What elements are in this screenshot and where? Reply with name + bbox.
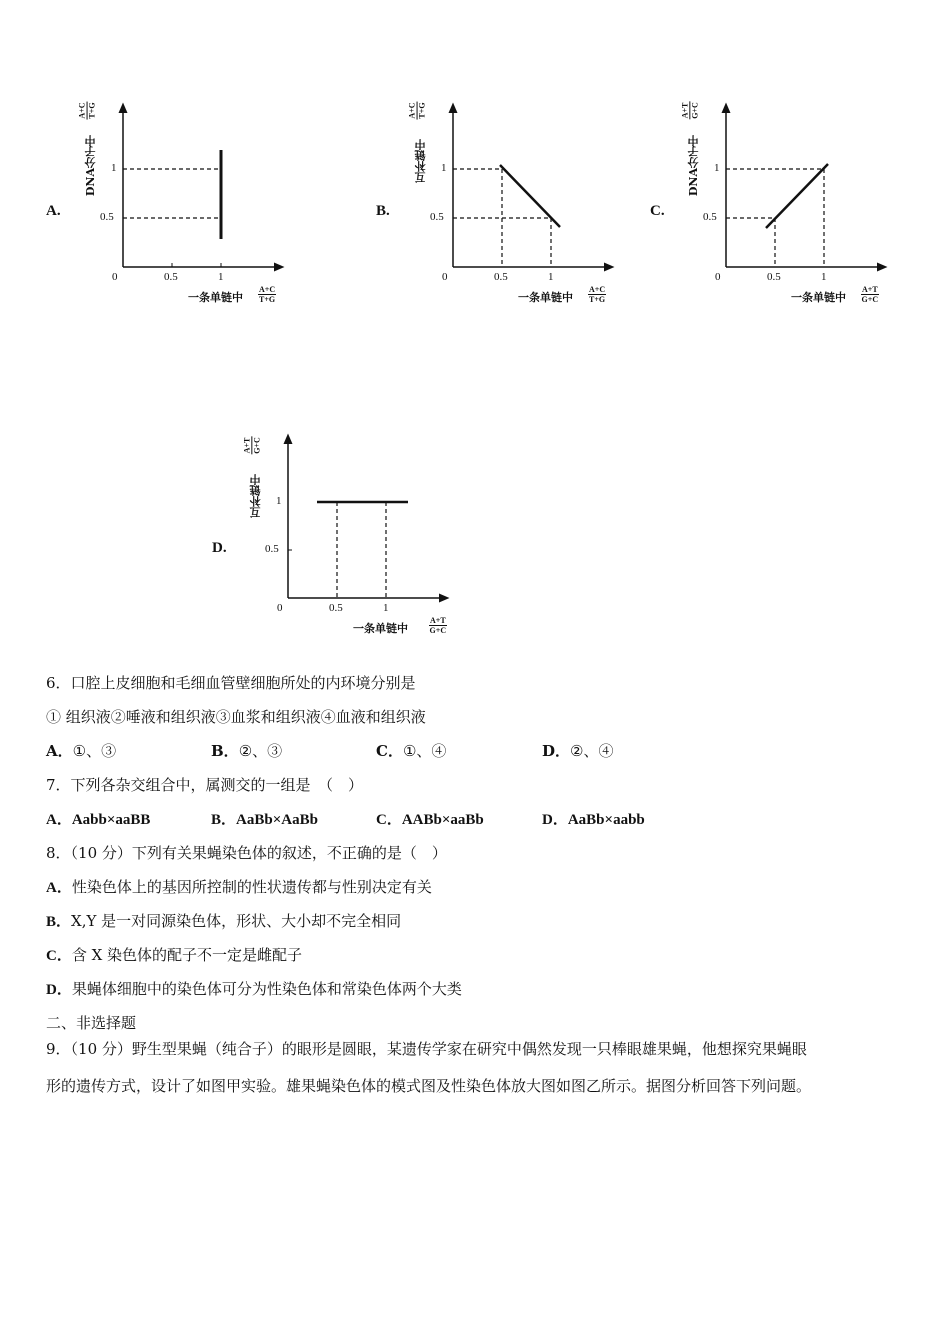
graph-d-xtick-0: 0 — [277, 602, 283, 614]
graph-d-ylabel-fraction: A+T G+C — [242, 437, 262, 454]
graph-a-ytick-1: 1 — [111, 162, 117, 174]
section-heading: 二、非选择题 — [46, 1014, 137, 1032]
q8-option-d[interactable]: D．果蝇体细胞中的染色体可分为性染色体和常染色体两个大类 — [46, 980, 462, 998]
q8-option-b[interactable]: B．X,Y 是一对同源染色体，形状、大小却不完全相同 — [46, 912, 402, 930]
graph-d-ytick-1: 1 — [276, 495, 282, 507]
graph-d-xlabel: 一条单链中 — [353, 622, 408, 635]
q8-option-a[interactable]: A．性染色体上的基因所控制的性状遗传都与性别决定有关 — [46, 878, 432, 896]
q7-option-d[interactable]: D．AaBb×aabb — [542, 812, 645, 828]
graph-b-ytick-0.5: 0.5 — [430, 211, 444, 223]
graph-b-ytick-1: 1 — [441, 162, 447, 174]
graph-b-ylabel-fraction: A+C T+G — [407, 102, 427, 119]
graph-a-xtick-0: 0 — [112, 271, 118, 283]
graph-c-ylabel-fraction: A+T G+C — [680, 102, 700, 119]
graph-c-ytick-1: 1 — [714, 162, 720, 174]
q6-option-b[interactable]: B．②、③ — [211, 742, 283, 760]
q8-stem: 8．（10 分）下列有关果蝇染色体的叙述，不正确的是（ ） — [46, 844, 447, 862]
q7-option-b[interactable]: B．AaBb×AaBb — [211, 812, 318, 828]
graph-d — [242, 430, 475, 645]
graph-d-xtick-0.5: 0.5 — [329, 602, 343, 614]
graph-d-xlabel-fraction: $\frac{A+T}{G+C}$ — [429, 616, 447, 635]
q9-line-1: 9．（10 分）野生型果蝇（纯合子）的眼形是圆眼，某遗传学家在研究中偶然发现一只棒眼雄果蝇，他想探究果蝇眼 — [46, 1040, 807, 1058]
graph-b-xtick-1: 1 — [548, 271, 554, 283]
q6-option-d[interactable]: D．②、④ — [542, 742, 614, 760]
graph-b-xtick-0: 0 — [442, 271, 448, 283]
graph-a-xtick-0.5: 0.5 — [164, 271, 178, 283]
graph-c-xtick-0: 0 — [715, 271, 721, 283]
q6-stem: 6．口腔上皮细胞和毛细血管壁细胞所处的内环境分别是 — [46, 674, 416, 692]
graph-b-ylabel: 互补链中 — [414, 139, 427, 183]
option-label-c: C. — [650, 203, 665, 219]
graph-b — [407, 95, 640, 315]
option-label-d: D. — [212, 540, 227, 556]
option-label-b: B. — [376, 203, 390, 219]
q6-items: ① 组织液②唾液和组织液③血浆和组织液④血液和组织液 — [46, 708, 426, 726]
q7-option-c[interactable]: C．AABb×aaBb — [376, 812, 484, 828]
graph-d-ytick-0.5: 0.5 — [265, 543, 279, 555]
graph-c-ytick-0.5: 0.5 — [703, 211, 717, 223]
q9-line-2: 形的遗传方式，设计了如图甲实验。雄果蝇染色体的模式图及性染色体放大图如图乙所示。据图分析回答下列问题。 — [46, 1077, 812, 1095]
graph-c — [680, 95, 913, 315]
option-label-a: A. — [46, 203, 61, 219]
q6-option-a[interactable]: A．①、③ — [46, 742, 117, 760]
graph-c-ylabel: DNA分子中 — [687, 135, 700, 197]
graph-d-xtick-1: 1 — [383, 602, 389, 614]
graph-b-xlabel-fraction: $\frac{A+C}{T+G}$ — [589, 285, 606, 304]
graph-a-ylabel-fraction: A+C T+G — [77, 102, 97, 119]
graph-c-xtick-0.5: 0.5 — [767, 271, 781, 283]
graph-c-xtick-1: 1 — [821, 271, 827, 283]
graph-c-xlabel: 一条单链中 — [791, 291, 846, 304]
q7-stem: 7．下列各杂交组合中，属测交的一组是 （ ） — [46, 776, 364, 794]
q8-option-c[interactable]: C．含 X 染色体的配子不一定是雌配子 — [46, 946, 303, 964]
q7-option-a[interactable]: A．Aabb×aaBB — [46, 812, 151, 828]
graph-d-ylabel: 互补链中 — [249, 474, 262, 518]
graph-a-ylabel: DNA分子中 — [84, 135, 97, 197]
graph-b-xtick-0.5: 0.5 — [494, 271, 508, 283]
graph-a-ytick-0.5: 0.5 — [100, 211, 114, 223]
graph-a-xlabel-fraction: $\frac{A+C}{T+G}$ — [259, 285, 276, 304]
graph-a — [77, 95, 310, 315]
graph-b-xlabel: 一条单链中 — [518, 291, 573, 304]
graph-a-xlabel: 一条单链中 — [188, 291, 243, 304]
graph-c-xlabel-fraction: $\frac{A+T}{G+C}$ — [861, 285, 879, 304]
graph-a-xtick-1: 1 — [218, 271, 224, 283]
q6-option-c[interactable]: C．①、④ — [376, 742, 447, 760]
